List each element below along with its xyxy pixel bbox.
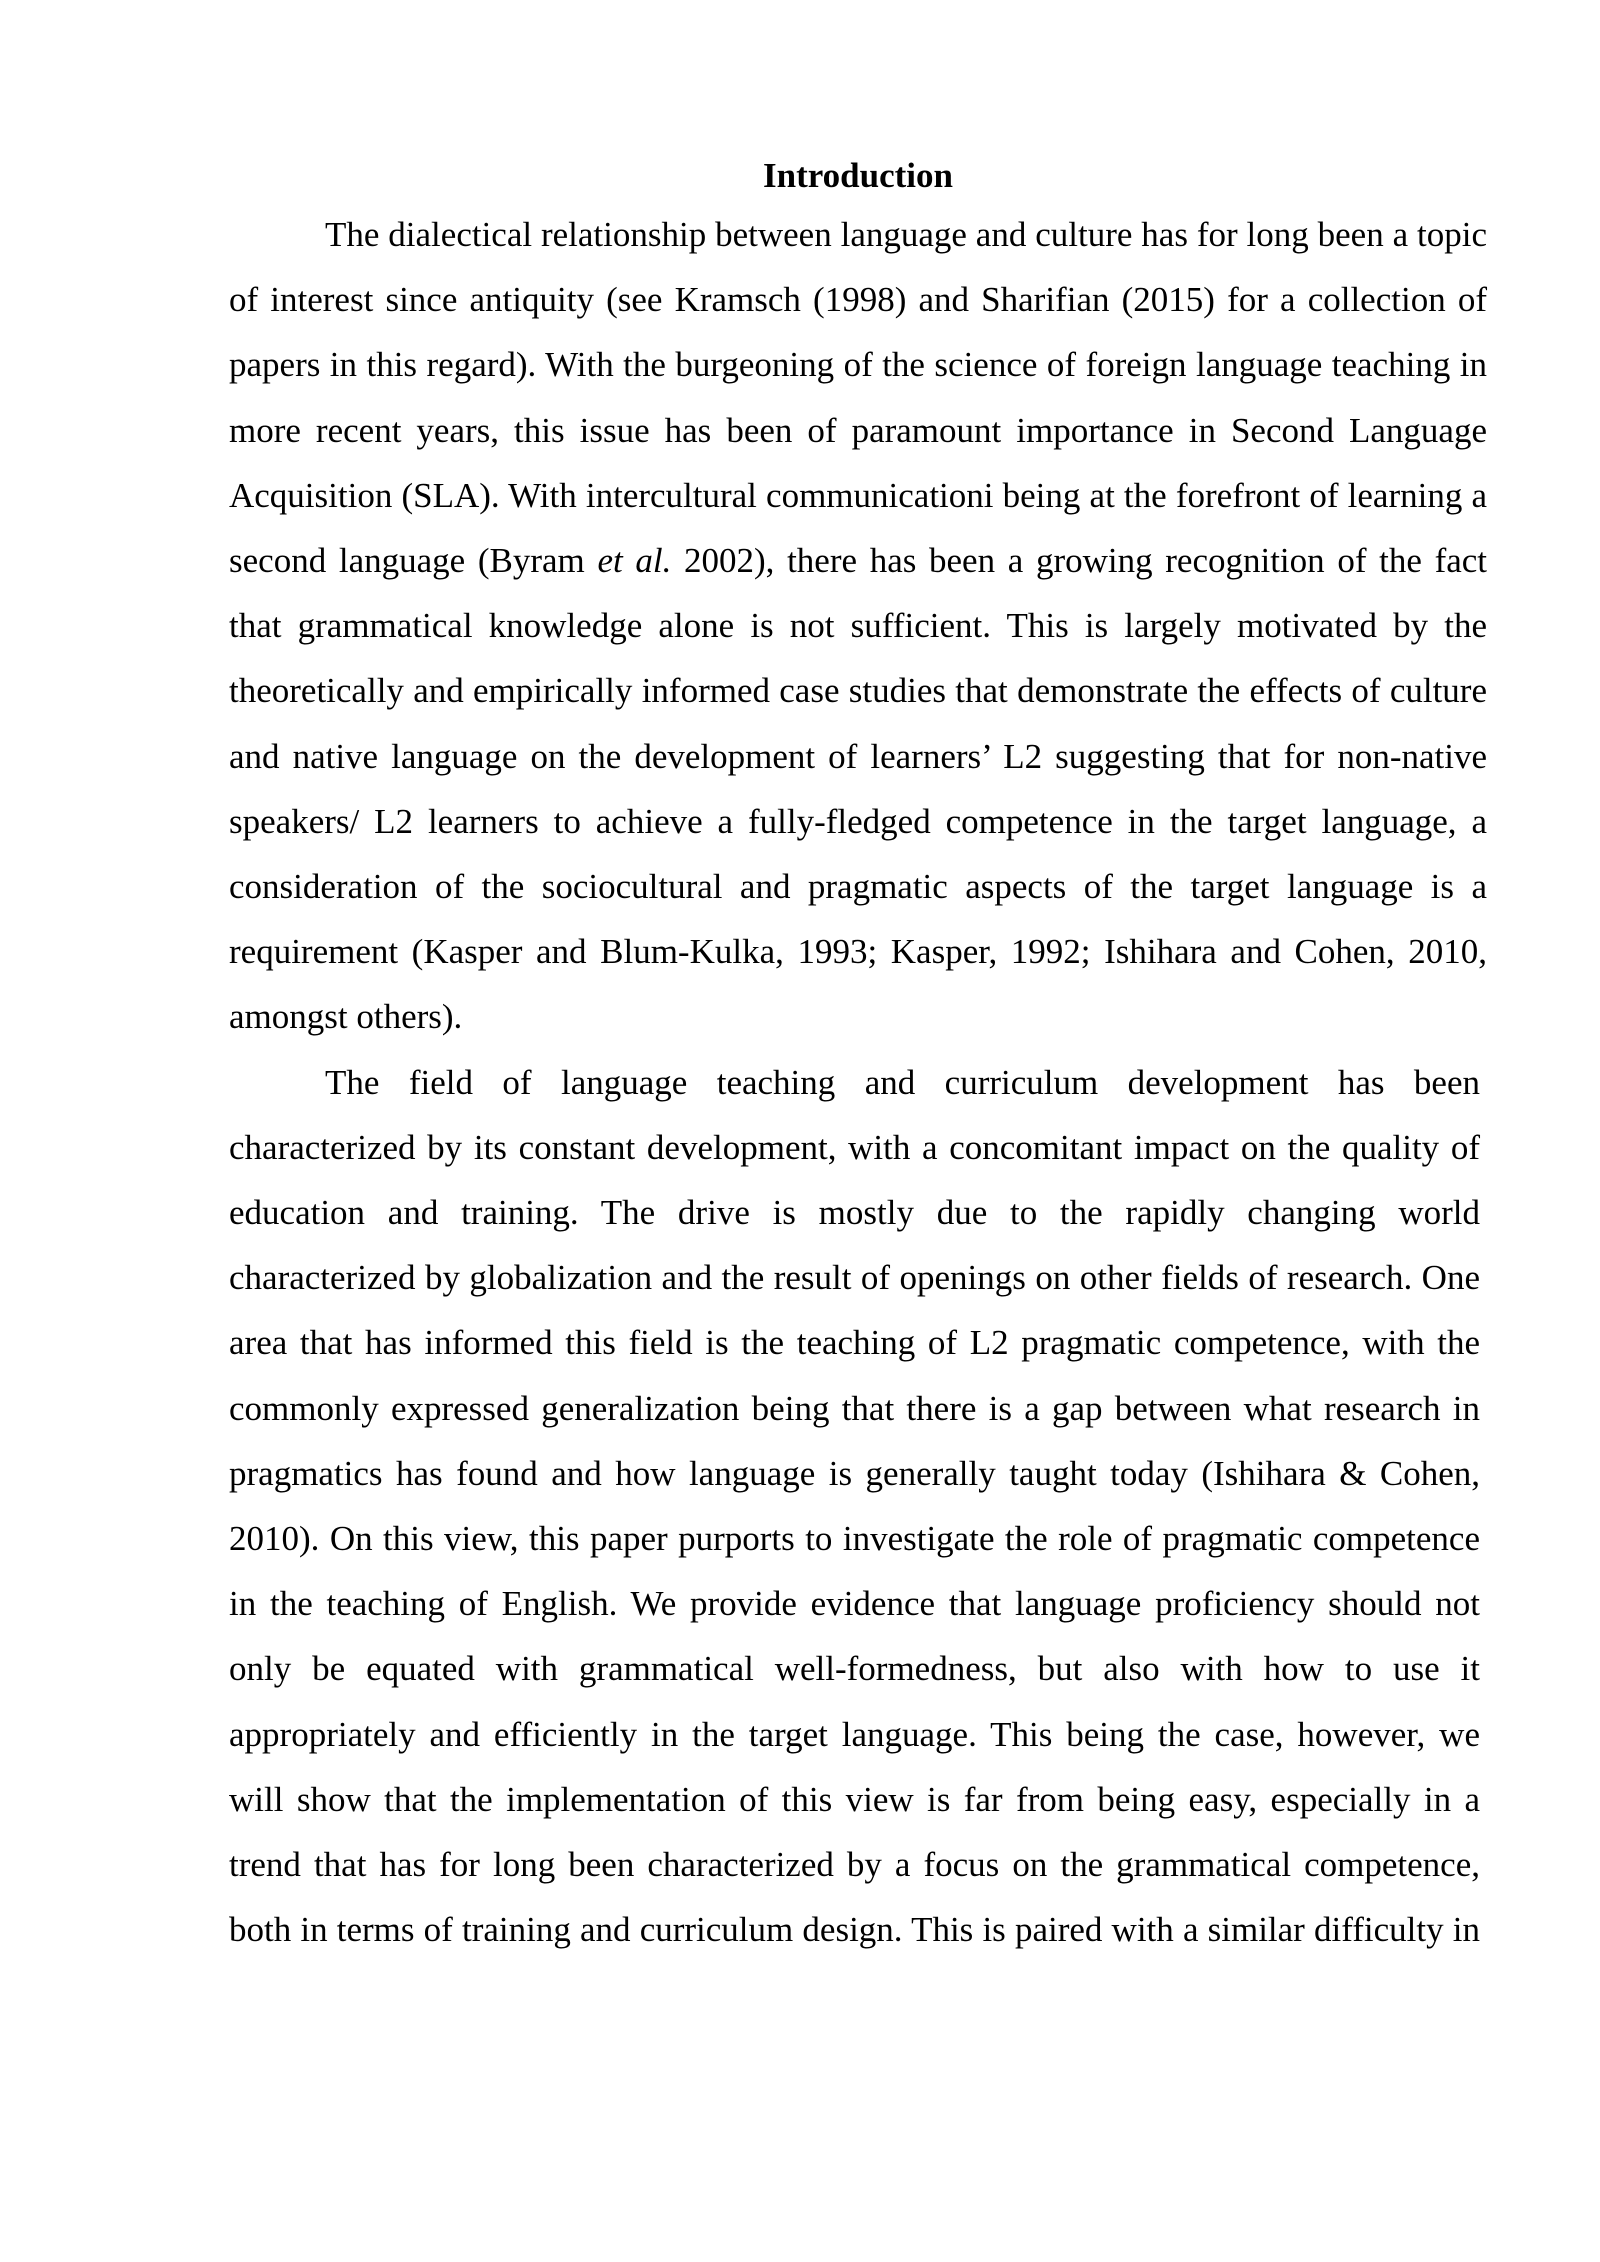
paragraph-1-italic-et-al: et al. — [597, 541, 672, 581]
paragraph-1 — [229, 202, 1487, 1050]
paragraph-2 — [229, 1050, 1480, 1963]
section-heading: Introduction — [763, 156, 953, 195]
document-body — [229, 150, 1487, 1962]
paragraph-1-text-b: 2002), there has been a growing recognition of the fact that grammatical knowledge alone is not sufficient. This is largely motivated by the theoretically and empirically informed case studies that demonstrate the effects of culture and native language on the development of learners’ L2 suggesting that for non-native speakers/ L2 learners to achieve a fully-fledged competence in the target language, a consideration of the sociocultural and pragmatic aspects of the target language is a requirement (Kasper and Blum-Kulka, 1993; Kasper, 1992; Ishihara and Cohen, 2010, amongst others). — [229, 541, 1488, 1037]
paragraph-2-text: The field of language teaching and curriculum development has been characterized by its constant development, with a concomitant impact on the quality of education and training. The drive is mostly due to the rapidly changing world characterized by globalization and the result of openings on other fields of research. One area that has informed this field is the teaching of L2 pragmatic competence, with the commonly expressed generalization being that there is a gap between what research in pragmatics has found and how language is generally taught today (Ishihara & Cohen, 2010). On this view, this paper purports to investigate the role of pragmatic competence in the teaching of English. We provide evidence that language proficiency should not only be equated with grammatical well-formedness, but also with how to use it appropriately and efficiently in the target language. This being the case, however, we will show that the implementation of this view is far from being easy, especially in a trend that has for long been characterized by a focus on the grammatical competence, both in terms of training and curriculum design. This is paired with a similar difficulty in — [229, 1062, 1480, 1950]
paragraph-1-text-a: The dialectical relationship between language and culture has for long been a topic of interest since antiquity (see Kramsch (1998) and Sharifian (2015) for a collection of papers in this regard). With the burgeoning of the science of foreign language teaching in more recent years, this issue has been of paramount importance in Second Language Acquisition (SLA). With intercultural communicationi being at the forefront of learning a second language (Byram — [229, 215, 1487, 581]
